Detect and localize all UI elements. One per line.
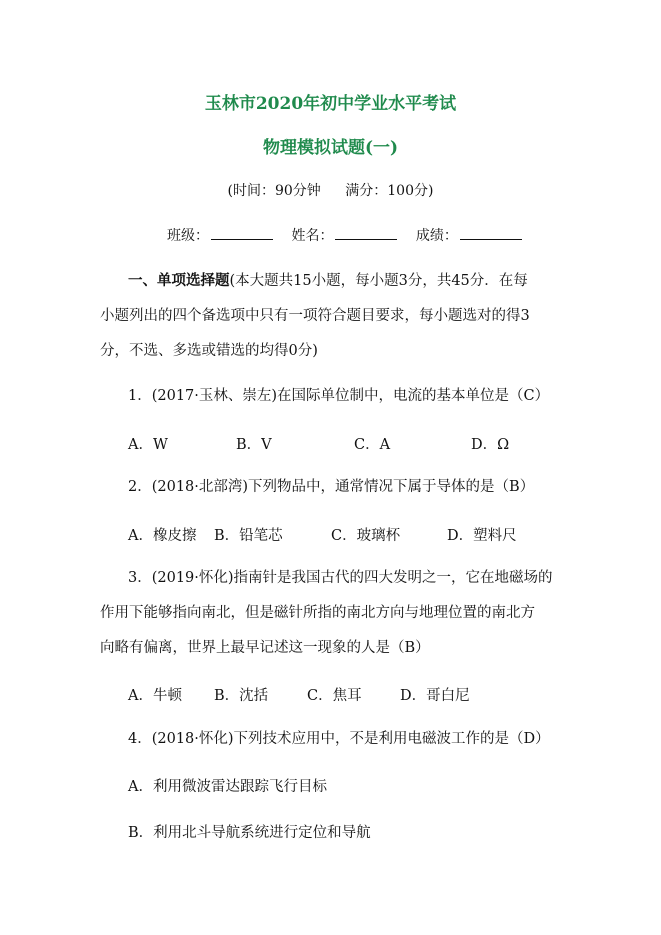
question-2-option-c[interactable]: C．玻璃杯 [331, 528, 401, 544]
question-4-option-a[interactable]: A．利用微波雷达跟踪飞行目标 [128, 779, 327, 795]
question-1-option-d[interactable]: D．Ω [471, 437, 510, 453]
student-info [167, 225, 536, 245]
section1-intro-text: (本大题共15小题，每小题3分，共45分．在每 [229, 273, 528, 289]
exam-full-score: 满分：100分) [345, 183, 434, 199]
question-3-stem-line1: 3．(2019·怀化)指南针是我国古代的四大发明之一，它在地磁场的 [128, 570, 553, 586]
question-2-stem: 2．(2018·北部湾)下列物品中，通常情况下属于导体的是（B） [128, 479, 535, 495]
score-blank[interactable] [460, 225, 522, 240]
section1-heading: 一、单项选择题 [128, 272, 230, 289]
question-2-option-d[interactable]: D．塑料尺 [447, 528, 517, 544]
name-blank[interactable] [335, 225, 397, 240]
question-2-option-a[interactable]: A．橡皮擦 [128, 528, 197, 544]
exam-subtitle: 物理模拟试题(一) [262, 138, 399, 158]
question-2-option-b[interactable]: B．铅笔芯 [214, 528, 283, 544]
section1-intro-line2: 小题列出的四个备选项中只有一项符合题目要求，每小题选对的得3 [100, 308, 530, 324]
question-1-stem: 1．(2017·玉林、崇左)在国际单位制中，电流的基本单位是（C） [128, 388, 550, 404]
exam-meta [0, 180, 661, 200]
question-3-option-c[interactable]: C．焦耳 [307, 688, 362, 704]
name-label: 姓名： [291, 228, 334, 244]
question-1-option-a[interactable]: A．W [128, 437, 168, 453]
question-1-option-c[interactable]: C．A [354, 437, 391, 453]
question-4-option-b[interactable]: B．利用北斗导航系统进行定位和导航 [128, 825, 371, 841]
question-3-stem-line2: 作用下能够指向南北，但是磁针所指的南北方向与地理位置的南北方 [100, 605, 535, 621]
question-3-stem-line3: 向略有偏离，世界上最早记述这一现象的人是（B） [100, 640, 430, 656]
question-3-option-b[interactable]: B．沈括 [214, 688, 269, 704]
exam-time: (时间：90分钟 [227, 183, 321, 199]
question-3-option-d[interactable]: D．哥白尼 [400, 688, 470, 704]
score-label: 成绩： [415, 228, 458, 244]
question-4-stem: 4．(2018·怀化)下列技术应用中，不是利用电磁波工作的是（D） [128, 731, 550, 747]
section1-intro-line1 [128, 271, 528, 291]
class-blank[interactable] [211, 225, 273, 240]
exam-title: 玉林市2020年初中学业水平考试 [204, 94, 457, 114]
question-3-option-a[interactable]: A．牛顿 [128, 688, 182, 704]
class-label: 班级： [167, 228, 209, 244]
question-1-option-b[interactable]: B．V [236, 437, 272, 453]
section1-intro-line3: 分，不选、多选或错选的均得0分) [100, 343, 318, 359]
